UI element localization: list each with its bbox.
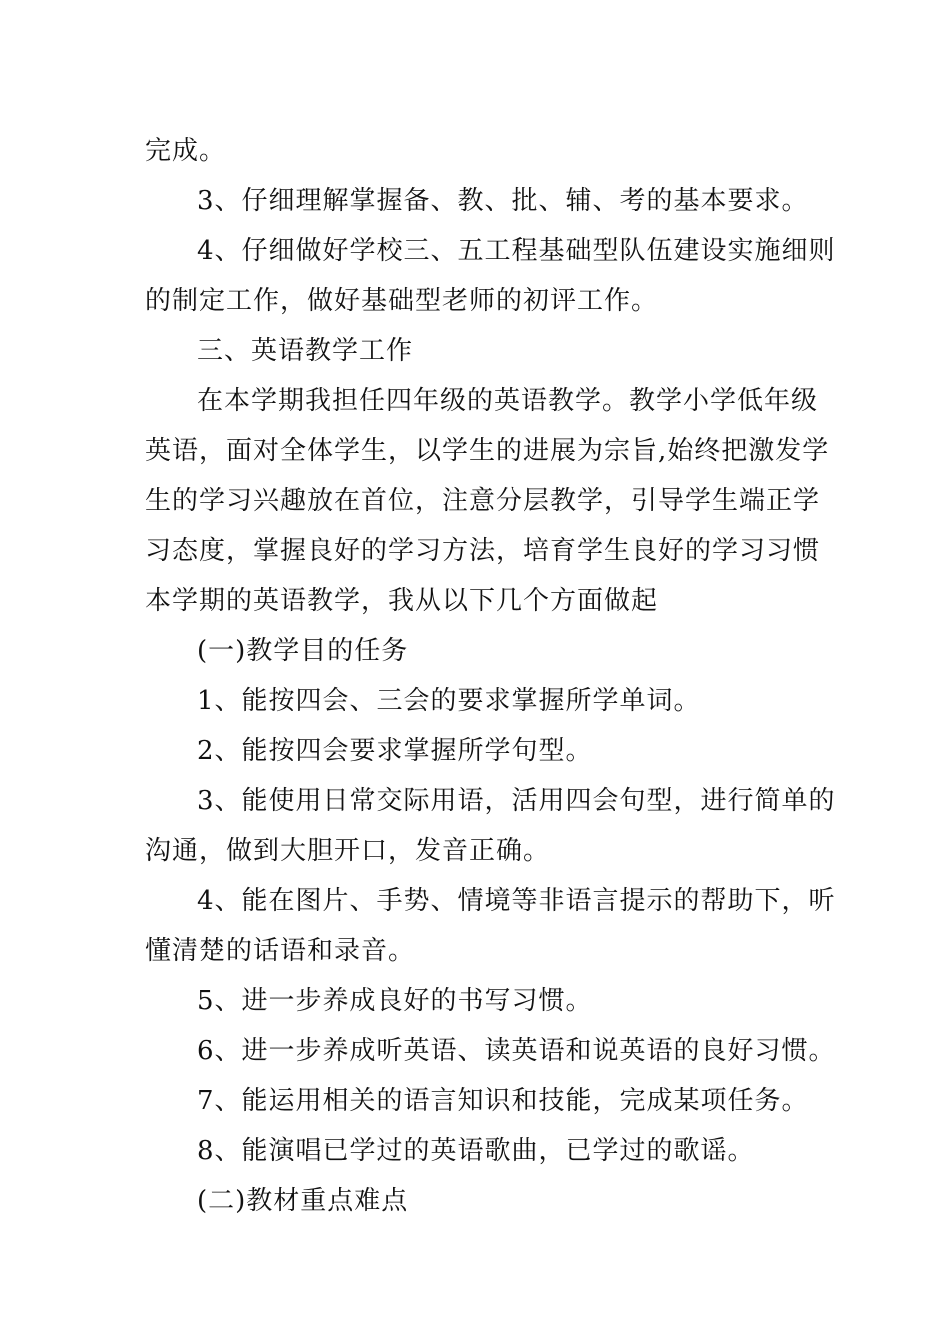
text-line-13: 2、能按四会要求掌握所学句型。 (197, 736, 593, 766)
text-line-17: 懂清楚的话语和录音。 (145, 936, 416, 966)
text-line-9: 习态度，掌握良好的学习方法，培育学生良好的学习习惯 (145, 536, 821, 566)
text-line-12: 1、能按四会、三会的要求掌握所学单词。 (197, 686, 701, 716)
section-heading: 三、英语教学工作 (197, 336, 414, 366)
text-line-14: 3、能使用日常交际用语，活用四会句型，进行简单的 (197, 786, 836, 816)
text-line-4: 的制定工作，做好基础型老师的初评工作。 (145, 286, 659, 316)
text-line-21: 8、能演唱已学过的英语歌曲，已学过的歌谣。 (197, 1136, 755, 1166)
text-line-6: 在本学期我担任四年级的英语教学。教学小学低年级 (197, 386, 819, 416)
text-line-20: 7、能运用相关的语言知识和技能，完成某项任务。 (197, 1086, 809, 1116)
text-line-7: 英语，面对全体学生，以学生的进展为宗旨,始终把激发学 (145, 436, 830, 466)
text-line-2: 3、仔细理解掌握备、教、批、辅、考的基本要求。 (197, 186, 809, 216)
text-line-18: 5、进一步养成良好的书写习惯。 (197, 986, 593, 1016)
text-line-1: 完成。 (145, 136, 227, 166)
text-line-8: 生的学习兴趣放在首位，注意分层教学，引导学生端正学 (145, 486, 821, 516)
text-line-19: 6、进一步养成听英语、读英语和说英语的良好习惯。 (197, 1036, 836, 1066)
subsection-heading-2: (二)教材重点难点 (197, 1186, 409, 1216)
text-line-15: 沟通，做到大胆开口，发音正确。 (145, 836, 551, 866)
text-line-16: 4、能在图片、手势、情境等非语言提示的帮助下，听 (197, 886, 836, 916)
text-line-10: 本学期的英语教学，我从以下几个方面做起 (145, 586, 659, 616)
subsection-heading-1: (一)教学目的任务 (197, 636, 409, 666)
text-line-3: 4、仔细做好学校三、五工程基础型队伍建设实施细则 (197, 236, 836, 266)
